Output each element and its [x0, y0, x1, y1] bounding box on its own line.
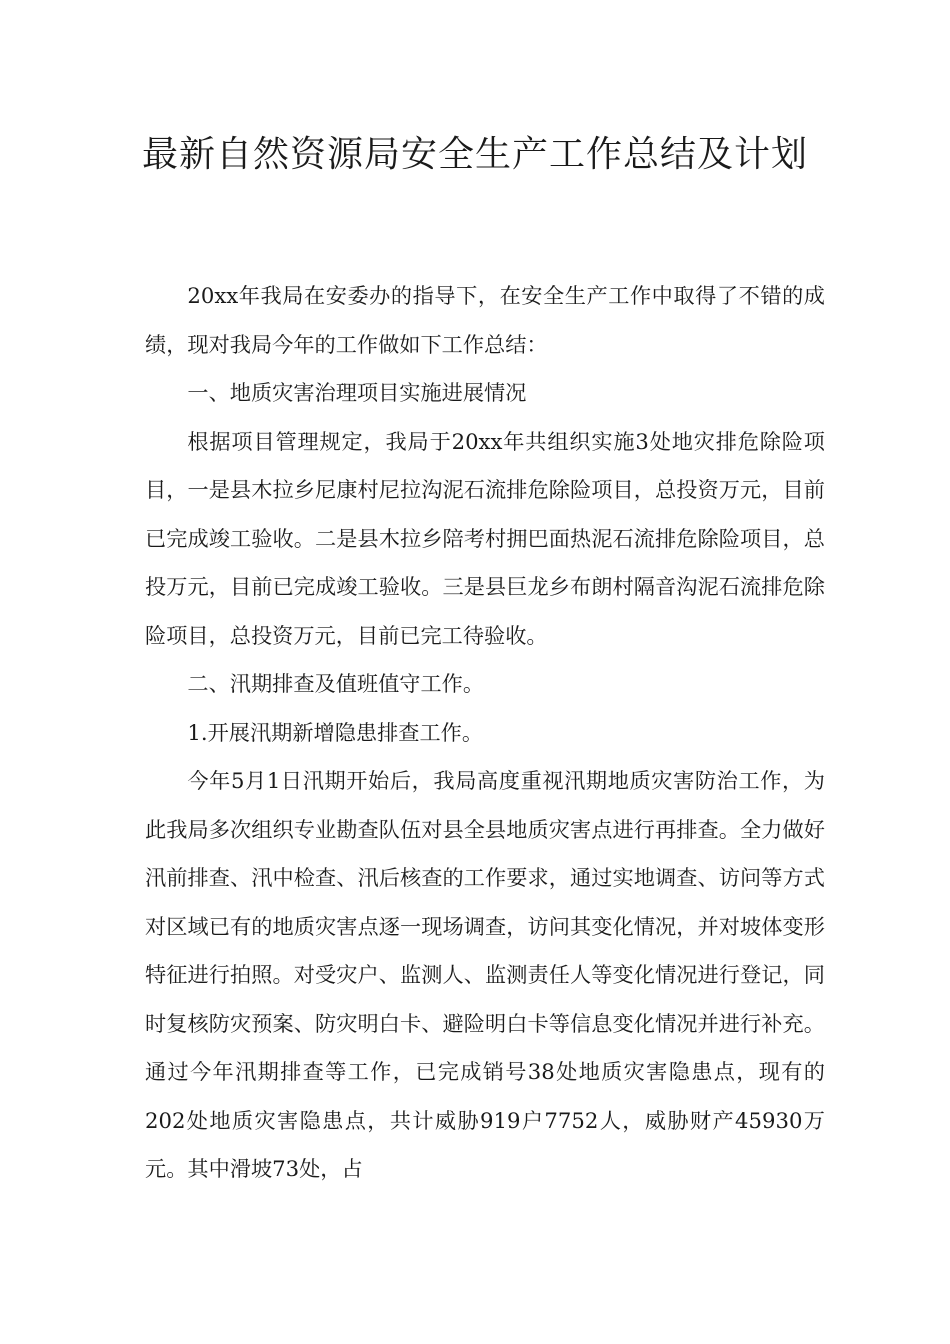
document-title: 最新自然资源局安全生产工作总结及计划	[141, 134, 808, 175]
paragraph-intro: 20xx年我局在安委办的指导下，在安全生产工作中取得了不错的成绩，现对我局今年的工作做如下工作总结：	[145, 283, 825, 357]
subsection-heading-1: 1.开展汛期新增隐患排查工作。	[187, 719, 484, 745]
section-heading-1: 一、地质灾害治理项目实施进展情况	[187, 380, 527, 405]
paragraph-projects: 根据项目管理规定，我局于20xx年共组织实施3处地灾排危除险项目，一是县木拉乡尼康村尼拉沟泥石流排危除险项目，总投资万元，目前已完成竣工验收。二是县木拉乡陪考村拥巴面热泥石流排危除险项目，总投万元，目前已完成竣工验收。三是县巨龙乡布朗村隔音沟泥石流排危除险项目，总投资万元，目前已完工待验收。	[145, 428, 825, 648]
document-body	[145, 272, 825, 1194]
section-heading-2: 二、汛期排查及值班值守工作。	[187, 671, 485, 696]
paragraph-investigation: 今年5月1日汛期开始后，我局高度重视汛期地质灾害防治工作，为此我局多次组织专业勘查队伍对县全县地质灾害点进行再排查。全力做好汛前排查、汛中检查、汛后核查的工作要求，通过实地调查、访问等方式对区域已有的地质灾害点逐一现场调查，访问其变化情况，并对坡体变形特征进行拍照。对受灾户、监测人、监测责任人等变化情况进行登记，同时复核防灾预案、防灾明白卡、避险明白卡等信息变化情况并进行补充。通过今年汛期排查等工作，已完成销号38处地质灾害隐患点，现有的202处地质灾害隐患点，共计威胁919户7752人，威胁财产45930万元。其中滑坡73处，占	[145, 768, 825, 1181]
